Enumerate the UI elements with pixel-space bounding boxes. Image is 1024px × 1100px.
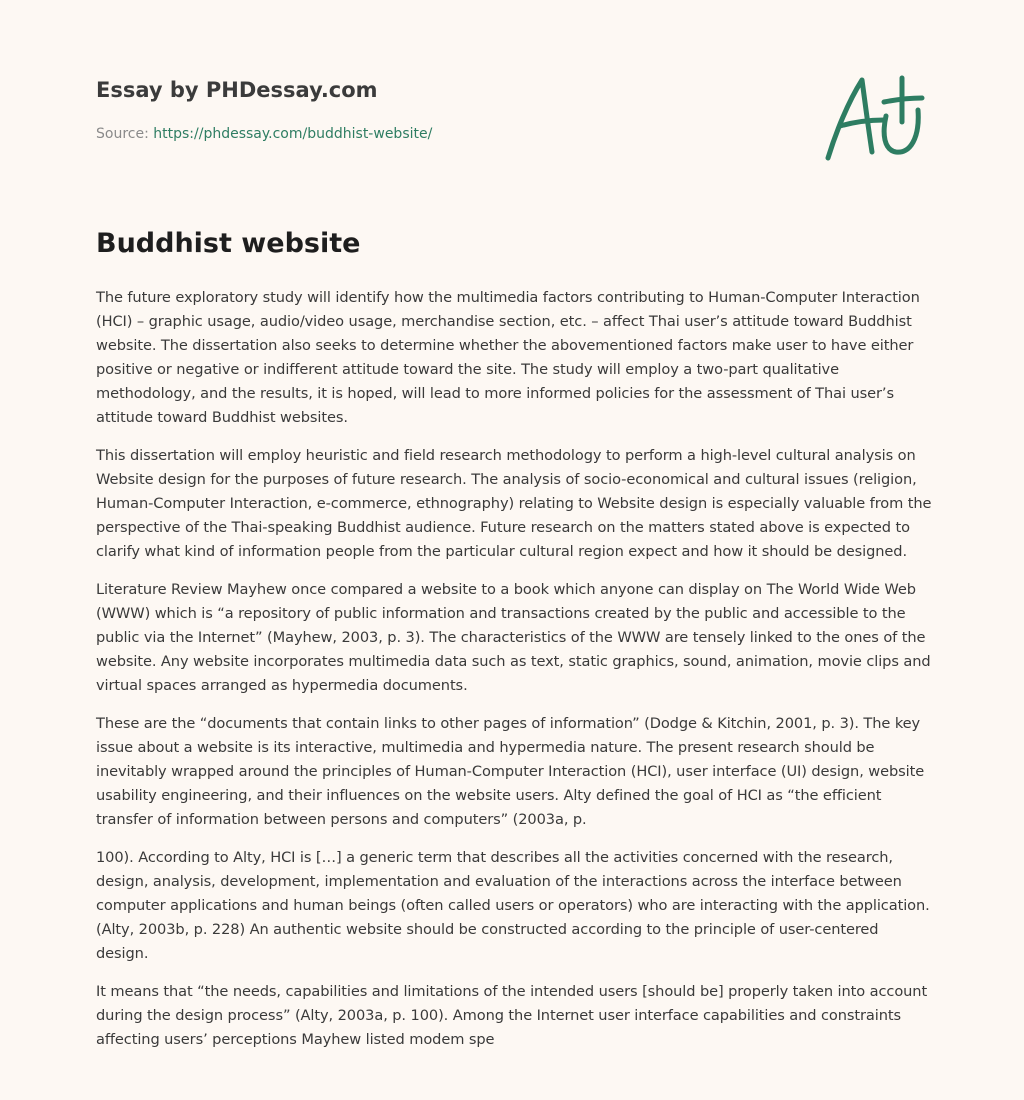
page-header — [96, 76, 796, 144]
paragraph: This dissertation will employ heuristic and field research methodology to perform a high-level cultural analysis on Website design for the purposes of future research. The analysis of socio-economical and cultural issues (religion, Human-Computer Interaction, e-commerce, ethnography) relating to Website design is especially valuable from the perspective of the Thai-speaking Buddhist audience. Future research on the matters stated above is expected to clarify what kind of information people from the particular cultural region expect and how it should be designed. — [96, 447, 932, 560]
paragraph: It means that “the needs, capabilities and limitations of the intended users [should be] properly taken into account during the design process” (Alty, 2003a, p. 100). Among the Internet user interface capabilities and constraints affecting users’ perceptions Mayhew listed modem spe — [96, 983, 928, 1048]
article-title: Buddhist website — [96, 228, 361, 259]
source-label: Source: — [96, 126, 154, 142]
a-plus-logo-icon — [822, 68, 926, 164]
paragraph: 100). According to Alty, HCI is […] a generic term that describes all the activities concerned with the research, design, analysis, development, implementation and evaluation of the interactions across the interface between computer applications and human beings (often called users or operators) who are interacting with the application. (Alty, 2003b, p. 228) An authentic website should be constructed according to the principle of user-centered design. — [96, 849, 930, 962]
article-body — [96, 286, 932, 1066]
brand-title: Essay by PHDessay.com — [96, 78, 378, 102]
paragraph: These are the “documents that contain links to other pages of information” (Dodge & Kitchin, 2001, p. 3). The key issue about a website is its interactive, multimedia and hypermedia nature. The present research should be inevitably wrapped around the principles of Human-Computer Interaction (HCI), user interface (UI) design, website usability engineering, and their influences on the website users. Alty defined the goal of HCI as “the efficient transfer of information between persons and computers” (2003a, p. — [96, 715, 925, 828]
paragraph: The future exploratory study will identify how the multimedia factors contributing to Human-Computer Interaction (HCI) – graphic usage, audio/video usage, merchandise section, etc. – affect Thai user’s attitude toward Buddhist website. The dissertation also seeks to determine whether the abovementioned factors make user to have either positive or negative or indifferent attitude toward the site. The study will employ a two-part qualitative methodology, and the results, it is hoped, will lead to more informed policies for the assessment of Thai user’s attitude toward Buddhist websites. — [96, 289, 920, 426]
source-link[interactable]: https://phdessay.com/buddhist-website/ — [153, 126, 433, 142]
paragraph: Literature Review Mayhew once compared a website to a book which anyone can display on The World Wide Web (WWW) which is “a repository of public information and transactions created by the public and accessible to the public via the Internet” (Mayhew, 2003, p. 3). The characteristics of the WWW are tensely linked to the ones of the website. Any website incorporates multimedia data such as text, static graphics, sound, animation, movie clips and virtual spaces arranged as hypermedia documents. — [96, 581, 931, 694]
source-line — [96, 124, 796, 144]
